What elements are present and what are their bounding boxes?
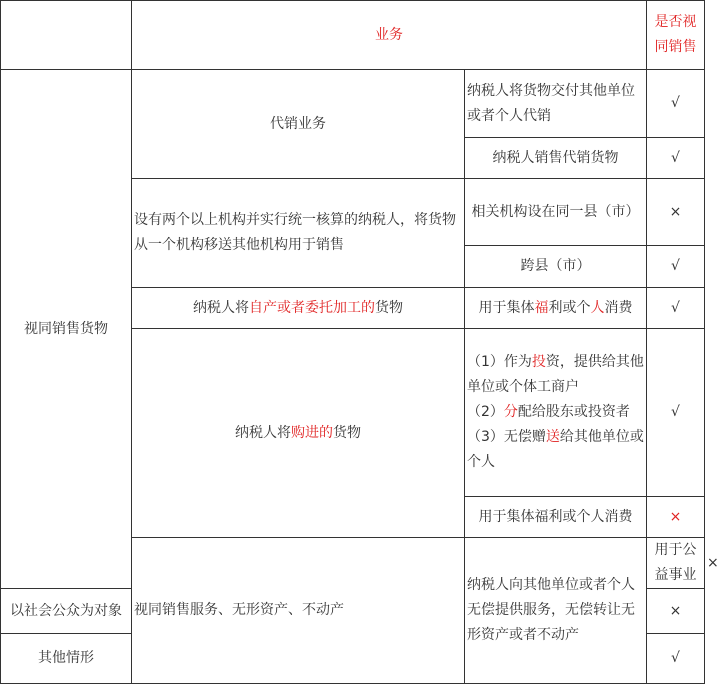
category-goods: 视同销售货物: [1, 70, 132, 589]
purchased-item-3: [467, 425, 644, 475]
purchased-item-2-post: 配给股东或投资者: [517, 404, 630, 420]
self-made-desc-a: 用于集体: [478, 299, 535, 316]
purchased-label-pre: 纳税人将: [235, 424, 291, 441]
purchased-item-1-red: 投: [531, 354, 546, 370]
header-empty-cell: [1, 1, 132, 70]
purchased-item-1-pre: （1）作为: [467, 354, 532, 370]
services-desc-2: 以社会公众为对象: [1, 589, 132, 634]
header-business: 业务: [132, 1, 647, 70]
header-row: [1, 1, 705, 70]
services-mark-3: √: [647, 634, 705, 684]
transfer-label: 设有两个以上机构并实行统一核算的纳税人，将货物从一个机构移送其他机构用于销售: [132, 179, 465, 288]
consignment-mark-2: √: [647, 138, 705, 179]
transfer-mark-1: ×: [647, 179, 705, 246]
consignment-desc-1: 纳税人将货物交付其他单位或者个人代销: [465, 70, 647, 138]
transfer-desc-2: 跨县（市）: [465, 246, 647, 288]
purchased-item-3-red: 送: [545, 429, 560, 445]
consignment-desc-2: 纳税人销售代销货物: [465, 138, 647, 179]
table-row: 视同销售服务、无形资产、不动产 纳税人向其他单位或者个人无偿提供服务，无偿转让无形资产或者不动产 用于公益事业 ×: [1, 538, 705, 589]
purchased-item-1: [467, 350, 644, 400]
transfer-desc-1: 相关机构设在同一县（市）: [465, 179, 647, 246]
header-deemed-sale: 是否视同销售: [647, 1, 705, 70]
consignment-mark-1: √: [647, 70, 705, 138]
purchased-item-3-post: 给其他单位或个人: [467, 429, 644, 470]
self-made-desc: [465, 288, 647, 329]
self-made-desc-e: 消费: [604, 299, 633, 316]
purchased-label-red: 购进的: [291, 424, 333, 441]
purchased-mark-2: ×: [647, 497, 705, 538]
consignment-label: 代销业务: [132, 70, 465, 179]
purchased-item-1-post: 资，提供给其他单位或个体工商户: [467, 354, 644, 395]
table-row: [1, 70, 705, 138]
transfer-mark-2: √: [647, 246, 705, 288]
self-made-desc-c: 利或个: [548, 299, 591, 316]
purchased-mark-1: √: [647, 329, 705, 497]
services-mark-2: ×: [647, 589, 705, 634]
self-made-label-pre: 纳税人将: [193, 299, 249, 316]
services-desc-3: 其他情形: [1, 634, 132, 684]
purchased-item-2: [467, 400, 644, 425]
purchased-desc-2: 用于集体福利或个人消费: [465, 497, 647, 538]
purchased-label-post: 货物: [333, 424, 361, 441]
category-services: 视同销售服务、无形资产、不动产: [132, 538, 465, 684]
purchased-item-2-red: 分: [503, 404, 518, 420]
self-made-label-post: 货物: [375, 299, 403, 316]
self-made-desc-d: 人: [590, 299, 605, 316]
purchased-item-2-pre: （2）: [467, 404, 504, 420]
self-made-desc-b: 福: [534, 299, 549, 316]
purchased-items: [465, 329, 647, 497]
purchased-label: [132, 329, 465, 538]
services-desc-1: 用于公益事业: [647, 538, 705, 589]
self-made-label: [132, 288, 465, 329]
purchased-item-3-pre: （3）无偿赠: [467, 429, 546, 445]
self-made-label-red: 自产或者委托加工的: [249, 299, 375, 316]
self-made-mark: √: [647, 288, 705, 329]
services-label: 纳税人向其他单位或者个人无偿提供服务，无偿转让无形资产或者不动产: [465, 538, 647, 684]
